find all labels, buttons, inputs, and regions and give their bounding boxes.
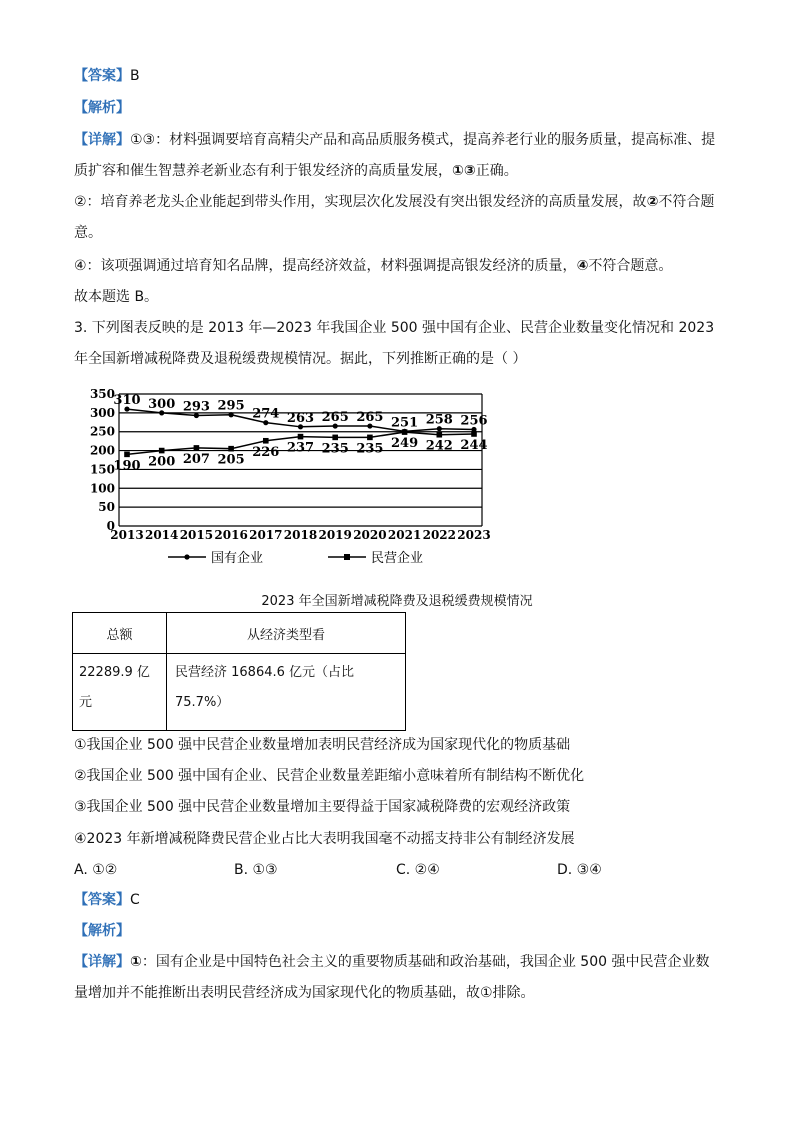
data-label: 263 bbox=[286, 410, 315, 426]
answer-value: B bbox=[130, 68, 140, 84]
analysis-tag: 【解析】 bbox=[74, 100, 130, 116]
data-label: 190 bbox=[113, 458, 141, 474]
detail-paragraph bbox=[74, 125, 722, 187]
choice-c[interactable]: C. ②④ bbox=[396, 862, 440, 878]
point-4-paragraph bbox=[74, 256, 672, 276]
question-text: 3. 下列图表反映的是 2013 年—2023 年我国企业 500 强中国有企业、民营企业数量变化情况和 2023 年全国新增减税降费及退税缓费规模情况。据此，下列推断正确的是（ ） bbox=[74, 320, 715, 367]
data-label: 300 bbox=[148, 396, 176, 412]
point-private bbox=[332, 435, 338, 441]
data-label: 200 bbox=[148, 454, 176, 470]
choice-a[interactable]: A. ①② bbox=[74, 862, 118, 878]
x-tick-label: 2021 bbox=[387, 528, 422, 542]
question-3 bbox=[74, 313, 722, 375]
data-label: 274 bbox=[252, 406, 280, 422]
type-line-2: 75.7%） bbox=[175, 695, 230, 710]
detail-paragraph-2 bbox=[74, 947, 722, 1009]
data-label: 244 bbox=[460, 437, 488, 453]
x-tick-label: 2022 bbox=[422, 528, 457, 542]
point-private bbox=[159, 448, 165, 454]
data-label: 249 bbox=[391, 436, 419, 452]
data-label: 226 bbox=[252, 444, 280, 460]
y-tick-label: 300 bbox=[89, 405, 115, 420]
answer-value-2: C bbox=[130, 892, 140, 908]
point-2-mark: ② bbox=[646, 194, 659, 210]
point-private bbox=[194, 445, 200, 451]
header-economy-type: 从经济类型看 bbox=[167, 613, 406, 654]
x-tick-label: 2016 bbox=[214, 528, 248, 542]
data-label: 293 bbox=[182, 399, 210, 415]
point-private bbox=[298, 434, 304, 440]
detail-2-mark: ① bbox=[130, 954, 142, 970]
header-total: 总额 bbox=[73, 613, 167, 654]
answer-line-2 bbox=[74, 890, 140, 910]
point-4-end: 不符合题意。 bbox=[588, 258, 673, 274]
data-label: 205 bbox=[217, 452, 245, 468]
data-label: 265 bbox=[321, 410, 349, 426]
y-tick-label: 50 bbox=[98, 500, 115, 515]
point-private bbox=[471, 431, 477, 437]
data-label: 295 bbox=[217, 398, 245, 414]
conclusion-1: 故本题选 B。 bbox=[74, 289, 159, 305]
point-4-mark: ④ bbox=[576, 258, 589, 274]
option-2: ②我国企业 500 强中国有企业、民营企业数量差距缩小意味着所有制结构不断优化 bbox=[74, 768, 585, 784]
data-label: 207 bbox=[182, 451, 210, 467]
detail-marks: ①③ bbox=[130, 132, 156, 148]
data-label: 235 bbox=[356, 441, 384, 457]
legend-marker-square bbox=[344, 554, 350, 560]
detail-tag-2: 【详解】 bbox=[74, 954, 130, 970]
detail-end: 正确。 bbox=[475, 163, 518, 179]
y-tick-label: 150 bbox=[89, 462, 115, 477]
data-label: 265 bbox=[356, 410, 384, 426]
x-tick-label: 2013 bbox=[110, 528, 144, 542]
total-line-1: 22289.9 亿 bbox=[79, 665, 150, 680]
point-private bbox=[263, 438, 269, 444]
legend-label-1: 国有企业 bbox=[211, 551, 264, 566]
x-tick-label: 2023 bbox=[457, 528, 491, 542]
point-4-text: ④：该项强调通过培育知名品牌，提高经济效益，材料强调提高银发经济的质量， bbox=[74, 258, 577, 274]
point-private bbox=[437, 432, 443, 438]
point-private bbox=[228, 446, 234, 452]
analysis-heading-2 bbox=[74, 921, 130, 941]
detail-marks-2: ①③ bbox=[452, 163, 476, 179]
table-title: 2023 年全国新增减税降费及退税缓费规模情况 bbox=[261, 594, 533, 609]
option-3: ③我国企业 500 强中民营企业数量增加主要得益于国家减税降费的宏观经济政策 bbox=[74, 799, 571, 815]
legend-marker-circle bbox=[184, 554, 189, 559]
data-label: 256 bbox=[460, 413, 488, 429]
detail-tag: 【详解】 bbox=[74, 132, 130, 148]
point-private bbox=[367, 435, 373, 441]
legend-label-2: 民营企业 bbox=[371, 551, 424, 566]
cell-total bbox=[73, 654, 167, 731]
x-tick-label: 2018 bbox=[283, 528, 318, 542]
line-chart bbox=[84, 384, 504, 574]
y-tick-label: 350 bbox=[89, 387, 115, 401]
choice-b[interactable]: B. ①③ bbox=[234, 862, 278, 878]
answer-tag: 【答案】 bbox=[74, 68, 130, 84]
x-tick-label: 2019 bbox=[318, 528, 352, 542]
choice-d[interactable]: D. ③④ bbox=[557, 862, 602, 878]
data-label: 258 bbox=[425, 412, 453, 428]
y-tick-label: 200 bbox=[89, 443, 115, 458]
point-2-end: 不符合题意。 bbox=[74, 194, 715, 241]
x-tick-label: 2014 bbox=[144, 528, 179, 542]
answer-choices bbox=[0, 862, 794, 882]
y-tick-label: 100 bbox=[89, 481, 115, 496]
analysis-tag-2: 【解析】 bbox=[74, 923, 130, 939]
point-2-text: ②：培育养老龙头企业能起到带头作用，实现层次化发展没有突出银发经济的高质量发展，故 bbox=[74, 194, 647, 210]
option-4: ④2023 年新增减税降费民营企业占比大表明我国毫不动摇支持非公有制经济发展 bbox=[74, 831, 575, 847]
x-tick-label: 2020 bbox=[353, 528, 387, 542]
detail-2-text: ：国有企业是中国特色社会主义的重要物质基础和政治基础，我国企业 500 强中民营企业数量增加并不能推断出表明民营经济成为国家现代化的物质基础，故①排除。 bbox=[74, 954, 710, 1001]
point-2-paragraph bbox=[74, 187, 722, 249]
x-tick-label: 2015 bbox=[179, 528, 214, 542]
answer-tag-2: 【答案】 bbox=[74, 892, 130, 908]
data-label: 235 bbox=[321, 441, 349, 457]
y-tick-label: 250 bbox=[89, 424, 115, 439]
total-line-2: 元 bbox=[79, 695, 93, 710]
tax-relief-table bbox=[72, 612, 406, 731]
type-line-1: 民营经济 16864.6 亿元（占比 bbox=[175, 665, 355, 680]
answer-line bbox=[74, 66, 140, 86]
option-1: ①我国企业 500 强中民营企业数量增加表明民营经济成为国家现代化的物质基础 bbox=[74, 737, 571, 753]
data-label: 251 bbox=[391, 415, 419, 431]
data-label: 310 bbox=[113, 393, 141, 409]
data-label: 237 bbox=[286, 440, 315, 456]
cell-private-economy bbox=[167, 654, 406, 731]
data-label: 242 bbox=[425, 438, 453, 454]
point-private bbox=[124, 452, 130, 458]
x-tick-label: 2017 bbox=[249, 528, 283, 542]
y-tick-label: 0 bbox=[106, 519, 115, 533]
detail-text: ：材料强调要培育高精尖产品和高品质服务模式，提高养老行业的服务质量，提高标准、提质扩容和催生智慧养老新业态有利于银发经济的高质量发展， bbox=[74, 132, 716, 179]
analysis-heading bbox=[74, 98, 130, 118]
